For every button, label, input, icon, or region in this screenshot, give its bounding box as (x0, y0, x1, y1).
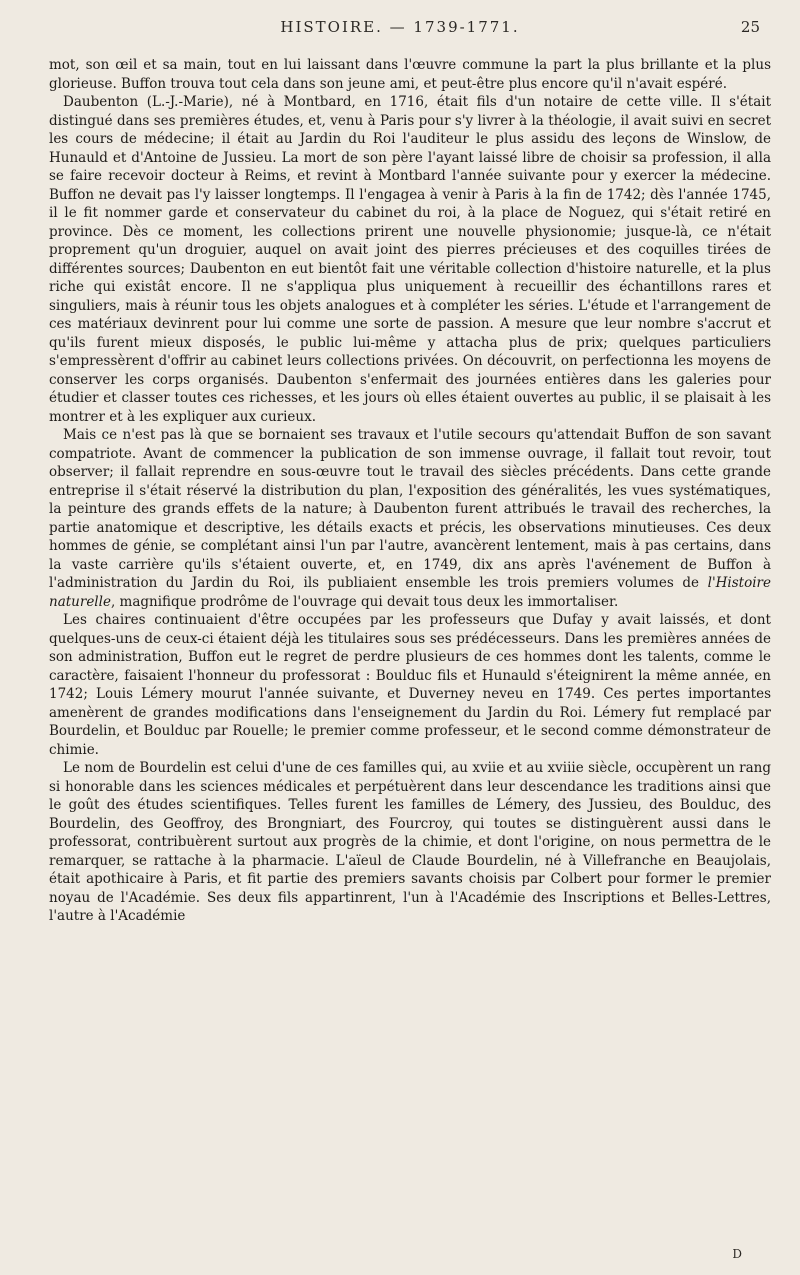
paragraph-2 (49, 93, 771, 426)
page-header (0, 18, 800, 42)
paragraph-5 (49, 759, 771, 926)
signature-mark: D (732, 1247, 742, 1261)
paragraph-text-after: , magnifique prodrôme de l'ouvrage qui devait tous deux les immortaliser. (110, 593, 619, 610)
paragraph-text: Daubenton (L.-J.-Marie), né à Montbard, en 1716, était fils d'un notaire de cette ville. Il s'était distingué dans ses premières études, et, venu à Paris pour s'y livrer à la théologie, il avait suivi en secret les cours de médecine; il était au Jardin du Roi l'auditeur le plus assidu des leçons de Winslow, de Hunauld et d'Antoine de Jussieu. La mort de son père l'ayant laissé libre de choisir sa profession, il alla se faire recevoir docteur à Reims, et revint à Montbard l'année suivante pour y exercer la médecine. Buffon ne devait pas l'y laisser longtemps. Il l'engagea à venir à Paris à la fin de 1742; dès l'année 1745, il le fit nommer garde et conservateur du cabinet du roi, à la place de Noguez, qui s'était retiré en province. Dès ce moment, les collections prirent une nouvelle physionomie; jusque-là, ce n'était proprement qu'un droguier, auquel on avait joint des pierres précieuses et des coquilles tirées de différentes sources; Daubenton en eut bientôt fait une véritable collection d'histoire naturelle, et la plus riche qui existât encore. Il ne s'appliqua plus uniquement à recueillir des échantillons rares et singuliers, mais à réunir tous les objets analogues et à compléter les séries. L'étude et l'arrangement de ces matériaux devinrent pour lui comme une sorte de passion. A mesure que leur nombre s'accrut et qu'ils furent mieux disposés, le public lui-même y attacha plus de prix; quelques particuliers s'empressèrent d'offrir au cabinet leurs collections privées. On découvrit, on perfectionna les moyens de conserver les corps organisés. Daubenton s'enfermait des journées entières dans les galeries pour étudier et classer toutes ces richesses, et les jours où elles étaient ouvertes au public, il se plaisait à les montrer et à les expliquer aux curieux. (49, 94, 771, 425)
paragraph-text: Le nom de Bourdelin est celui d'une de ces familles qui, au xviie et au xviiie siècle, occupèrent un rang si honorable dans les sciences médicales et perpétuèrent dans leur descendance les traditions ainsi que le goût des études scientifiques. Telles furent les familles de Lémery, des Jussieu, des Boulduc, des Bourdelin, des Geoffroy, des Brongniart, des Fourcroy, qui toutes se distinguèrent aussi dans le professorat, contribuèrent surtout aux progrès de la chimie, et dont l'origine, on nous permettra de le remarquer, se rattache à la pharmacie. L'aïeul de Claude Bourdelin, né à Villefranche en Beaujolais, était apothicaire à Paris, et fit partie des premiers savants choisis par Colbert pour former le premier noyau de l'Académie. Ses deux fils appartinrent, l'un à l'Académie des Inscriptions et Belles-Lettres, l'autre à l'Académie (49, 760, 771, 924)
book-title: l'Histoire naturelle (49, 575, 771, 610)
paragraph-text: Les chaires continuaient d'être occupées par les professeurs que Dufay y avait laissés, et dont quelques-uns de ceux-ci étaient déjà les titulaires sous ses prédécesseurs. Dans les premières années de son administration, Buffon eut le regret de perdre plusieurs de ces hommes dont les talents, comme le caractère, faisaient l'honneur du professorat : Boulduc fils et Hunauld s'éteignirent la même année, en 1742; Louis Lémery mourut l'année suivante, et Duverney neveu en 1749. Ces pertes importantes amenèrent de grandes modifications dans l'enseignement du Jardin du Roi. Lémery fut remplacé par Bourdelin, et Boulduc par Rouelle; le premier comme professeur, et le second comme démonstrateur de chimie. (49, 612, 771, 758)
paragraph-1 (49, 56, 771, 93)
paragraph-text: mot, son œil et sa main, tout en lui laissant dans l'œuvre commune la part la plus brillante et la plus glorieuse. Buffon trouva tout cela dans son jeune ami, et peut-être plus encore qu'il n'avait espéré. (49, 57, 771, 92)
body-text (49, 56, 771, 926)
running-head: HISTOIRE. — 1739-1771. (280, 18, 520, 36)
paragraph-3 (49, 426, 771, 611)
page-number: 25 (740, 18, 760, 36)
paragraph-4 (49, 611, 771, 759)
paragraph-text: Mais ce n'est pas là que se bornaient ses travaux et l'utile secours qu'attendait Buffon de son savant compatriote. Avant de commencer la publication de son immense ouvrage, il fallait tout revoir, tout observer; il fallait reprendre en sous-œuvre tout le travail des siècles précédents. Dans cette grande entreprise il s'était réservé la distribution du plan, l'exposition des généralités, les vues systématiques, la peinture des grands effets de la nature; à Daubenton furent attribués le travail des recherches, la partie anatomique et descriptive, les détails exacts et précis, les observations minutieuses. Ces deux hommes de génie, se complétant ainsi l'un par l'autre, avancèrent lentement, mais à pas certains, dans la vaste carrière qu'ils s'étaient ouverte, et, en 1749, dix ans après l'avénement de Buffon à l'administration du Jardin du Roi, ils publiaient ensemble les trois premiers volumes de (49, 427, 771, 591)
